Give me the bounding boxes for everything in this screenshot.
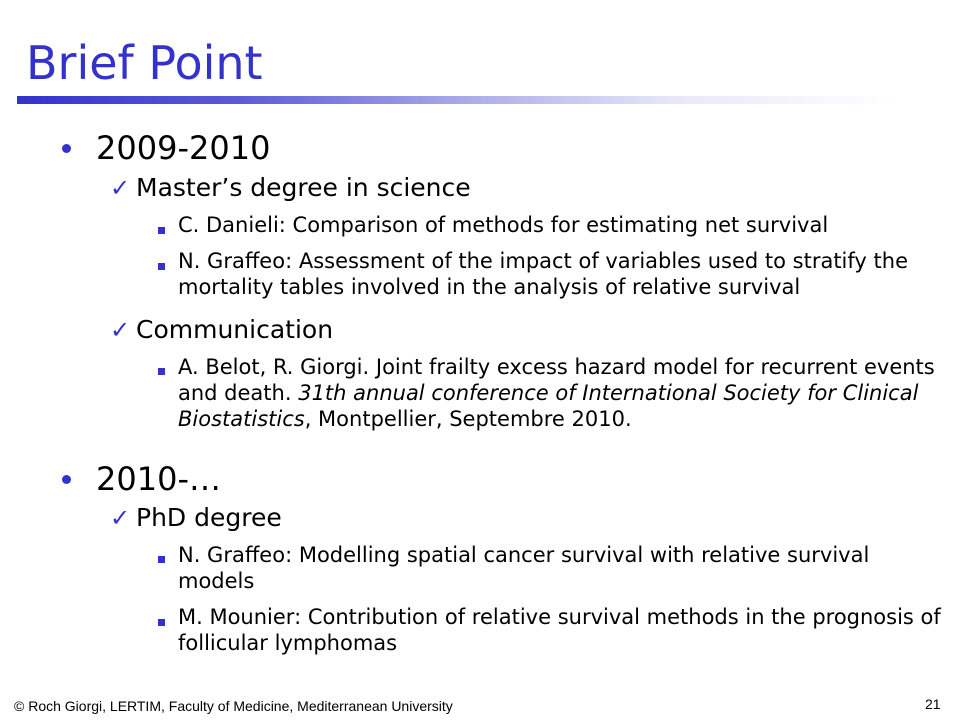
square-bullet-icon — [158, 263, 165, 270]
list-item-belot-giorgi — [178, 354, 950, 432]
group-label-masters: Master’s degree in science — [136, 173, 471, 202]
citation-venue: 31th annual conference of International Society for Clinical Biostatistics — [178, 381, 919, 431]
checkmark-icon: ✓ — [110, 316, 131, 344]
square-bullet-icon — [158, 619, 165, 626]
list-item-graffeo-assessment: N. Graffeo: Assessment of the impact of variables used to stratify the mortality tables involved in the analysis of relative survival — [178, 249, 908, 299]
title-underline — [17, 96, 897, 104]
square-bullet-icon — [158, 227, 165, 234]
square-bullet-icon — [158, 556, 165, 563]
citation-authors-title: A. Belot, R. Giorgi. Joint frailty excess hazard model for recurrent events and death. — [178, 355, 935, 405]
citation-location: , Montpellier, Septembre 2010. — [304, 407, 632, 431]
group-label-phd: PhD degree — [136, 503, 282, 532]
section-heading-2010: 2010-… — [96, 460, 221, 498]
checkmark-icon: ✓ — [110, 504, 131, 532]
page-number: 21 — [925, 696, 941, 712]
round-bullet-icon — [62, 144, 71, 153]
square-bullet-icon — [158, 368, 165, 375]
slide-title: Brief Point — [26, 36, 263, 90]
list-item-mounier: M. Mounier: Contribution of relative survival methods in the prognosis of follicular lymphomas — [178, 605, 941, 655]
checkmark-icon: ✓ — [110, 174, 131, 202]
section-heading-2009-2010: 2009-2010 — [96, 129, 271, 167]
group-label-communication: Communication — [136, 315, 334, 344]
round-bullet-icon — [62, 475, 71, 484]
list-item-danieli: C. Danieli: Comparison of methods for estimating net survival — [178, 213, 829, 237]
list-item-graffeo-modelling: N. Graffeo: Modelling spatial cancer survival with relative survival models — [178, 543, 870, 593]
footer-copyright: © Roch Giorgi, LERTIM, Faculty of Medicine, Mediterranean University — [14, 698, 453, 714]
